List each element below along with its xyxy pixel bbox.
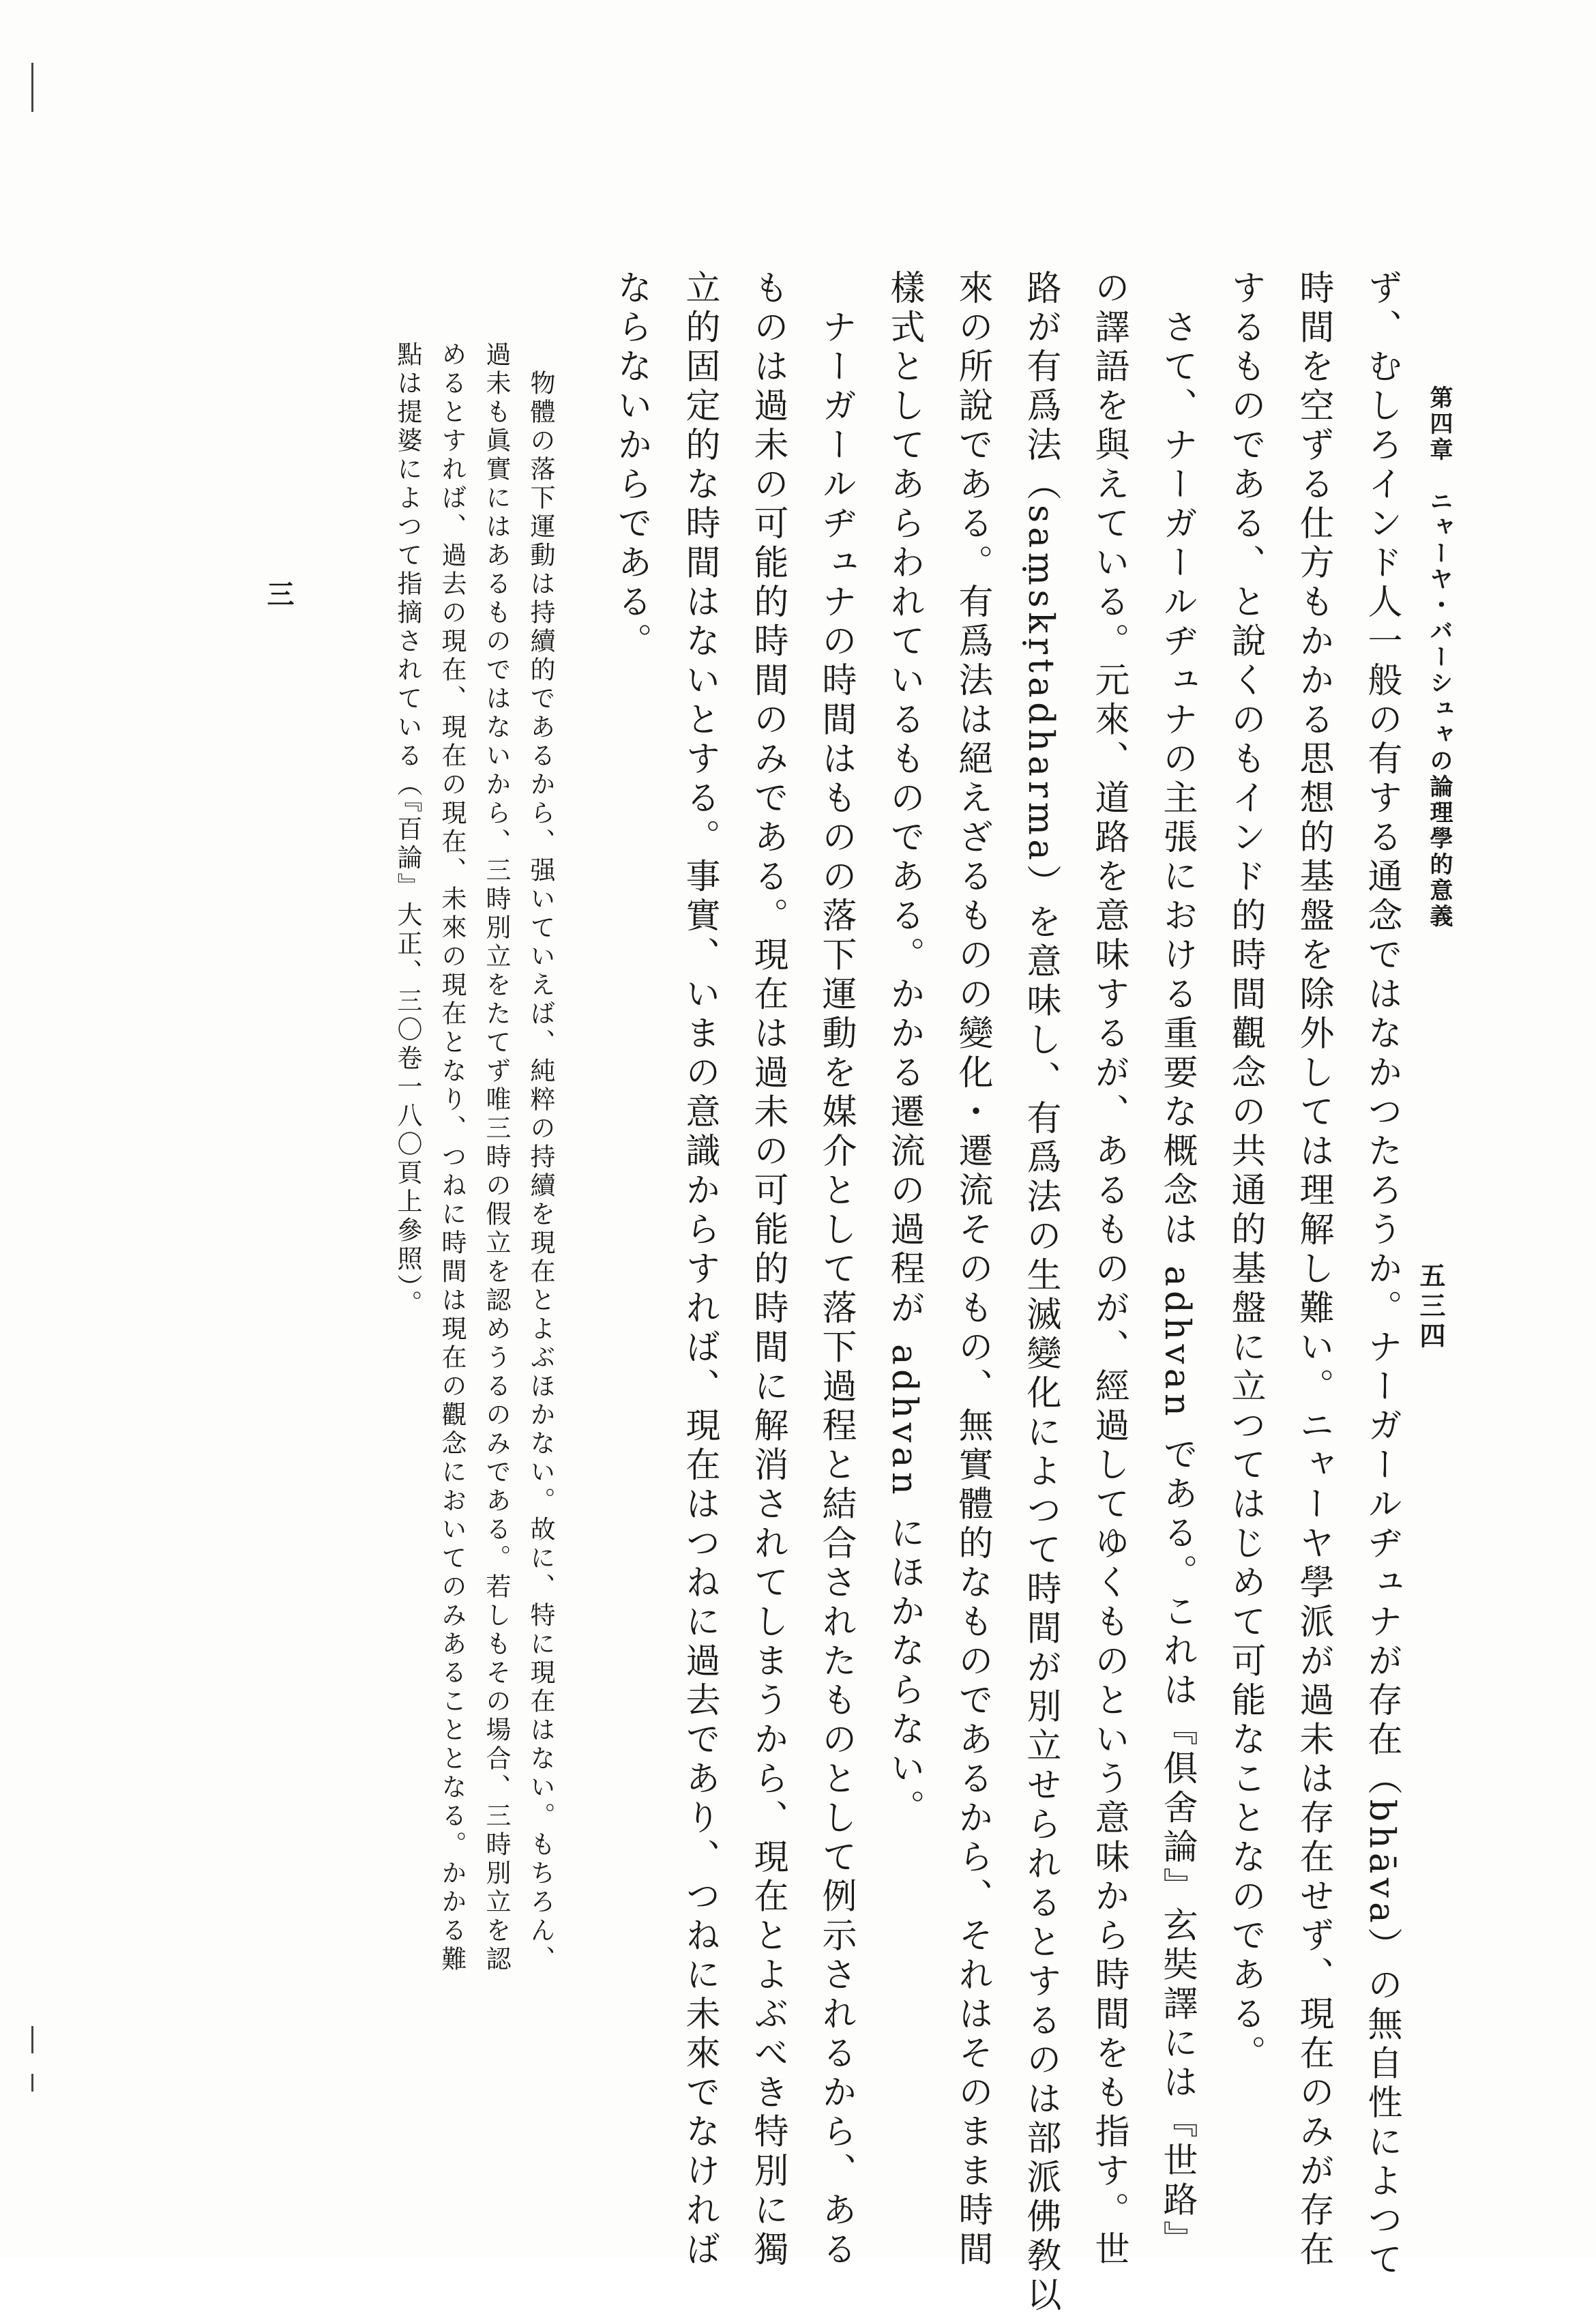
main-text-line: ものは過未の可能的時間のみである。現在は過未の可能的時間に解消されてしまうから、現在とよぶべき特別に獨 [748,269,788,2270]
main-text-line: 時間を空ずる仕方もかかる思想的基盤を除外しては理解し難い。ニャーヤ學派が過未は存在せず、現在のみが存在 [1293,269,1333,2270]
main-text-line: 路が有爲法（saṃskṛtadharma）を意味し、有爲法の生滅變化によつて時間が別立せられるとするのは部派佛敎以 [1020,269,1061,2316]
scan-edge-mark [31,63,33,112]
main-text-line: 立的固定的な時間はないとする。事實、いまの意識からすれば、現在はつねに過去であり、つねに未來でなければ [679,269,720,2270]
main-text [597,269,1415,2316]
footnote-line: 過未も眞實にはあるものではないから、三時別立をたてず唯三時の假立を認めうるのみである。若しもその場合、三時別立を認 [482,341,511,1974]
scan-edge-mark [31,2026,33,2053]
page-number: 五三四 [1415,1262,1446,1352]
scan-edge-mark [31,2074,33,2092]
footnote-text [385,341,563,1992]
footnote-line: 物體の落下運動は持續的であるから、强いていえば、純粹の持續を現在とよぶほかない。故に、特に現在はない。もちろん、 [526,341,555,1974]
main-text-line: 來の所說である。有爲法は絕えざるものの變化・遷流そのもの、無實體的なものであるから、それはそのまま時間 [952,269,992,2270]
main-text-line: ならないからである。 [611,269,651,662]
main-text-line: ナーガールヂュナの時間はものの落下運動を媒介として落下過程と結合されたものとして例示されるから、ある [816,269,856,2270]
main-text-line: さて、ナーガールヂュナの主張における重要な概念は adhvan である。これは『俱舍論』玄奘譯には『世路』 [1157,269,1197,2260]
footnote-number: 三 [263,580,295,610]
running-head: 第四章 ニャーヤ・バーシュャの論理學的意義 [1425,385,1453,930]
main-text-line: の譯語を與えている。元來、道路を意味するが、あるものが、經過してゆくものという意味から時間をも指す。世 [1089,269,1129,2270]
main-text-line: 樣式としてあらわれているものである。かかる遷流の過程が adhvan にほかならない。 [884,269,924,1828]
main-text-line: するものである、と說くのもインド的時間觀念の共通的基盤に立つてはじめて可能なことなのである。 [1225,269,1265,2074]
footnote-line: めるとすれば、過去の現在、現在の現在、未來の現在となり、つねに時間は現在の觀念においてのみあることとなる。かかる難 [437,341,467,1974]
footnote-line: 點は提婆によつて指摘されている（『百論』大正、三〇卷一八〇頁上參照）。 [393,341,422,1319]
main-text-line: ず、むしろインド人一般の有する通念ではなかつたろうか。ナーガールヂュナが存在（bhāva）の無自性によつて [1361,269,1402,2281]
